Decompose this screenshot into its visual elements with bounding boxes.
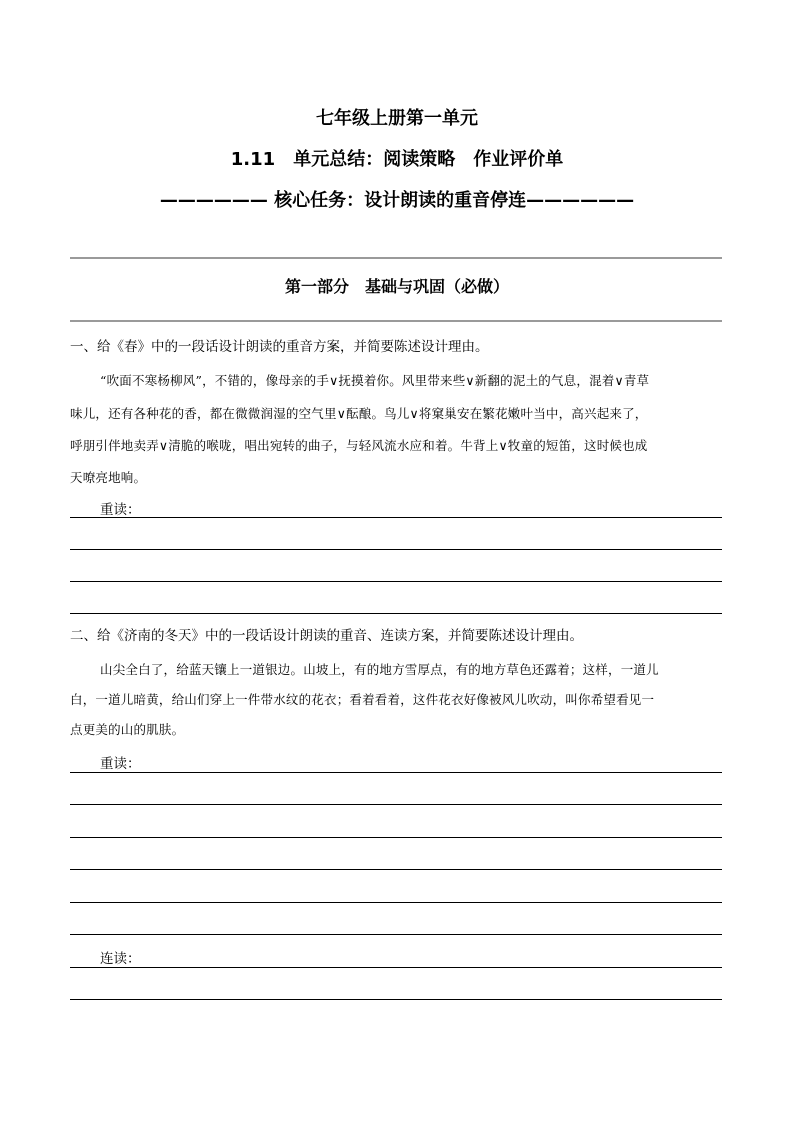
answer-line[interactable] <box>70 772 722 773</box>
stress-label: 重读： <box>100 502 141 518</box>
question-1-prompt: 一、给《春》中的一段话设计朗读的重音方案，并简要陈述设计理由。 <box>70 339 489 355</box>
passage-line: 天嘹亮地响。 <box>70 470 147 485</box>
answer-line[interactable] <box>70 869 722 870</box>
passage-line: 点更美的山的肌肤。 <box>70 722 185 737</box>
passage-line: 山尖全白了，给蓝天镶上一道银边。山坡上，有的地方雪厚点，有的地方草色还露着；这样，一道儿 <box>100 662 659 677</box>
answer-line[interactable] <box>70 837 722 838</box>
answer-line[interactable] <box>70 902 722 903</box>
passage-line: 味儿，还有各种花的香，都在微微润湿的空气里∨酝酿。鸟儿∨将窠巢安在繁花嫩叶当中，高兴起来了， <box>70 406 648 421</box>
answer-line[interactable] <box>70 581 722 582</box>
passage-line: “吹面不寒杨柳风”，不错的，像母亲的手∨抚摸着你。风里带来些∨新翻的泥土的气息，混着∨青草 <box>100 373 650 388</box>
core-task-title: —————— 核心任务：设计朗读的重音停连—————— <box>159 190 635 211</box>
answer-line[interactable] <box>70 804 722 805</box>
answer-line[interactable] <box>70 934 722 935</box>
lesson-title: 1.11 单元总结：阅读策略 作业评价单 <box>230 149 564 170</box>
question-2-prompt: 二、给《济南的冬天》中的一段话设计朗读的重音、连读方案，并简要陈述设计理由。 <box>70 628 583 644</box>
passage-line: 呼朋引伴地卖弄∨清脆的喉咙，唱出宛转的曲子，与轻风流水应和着。牛背上∨牧童的短笛，这时候也成 <box>70 438 648 453</box>
answer-line[interactable] <box>70 967 722 968</box>
link-label: 连读： <box>100 951 141 967</box>
unit-title: 七年级上册第一单元 <box>316 108 478 129</box>
section-divider-bottom <box>70 320 722 322</box>
part1-title: 第一部分 基础与巩固（必做） <box>284 277 509 296</box>
passage-line: 白，一道儿暗黄，给山们穿上一件带水纹的花衣；看着看着，这件花衣好像被风儿吹动，叫你希望看见一 <box>70 692 655 707</box>
section-divider-top <box>70 257 722 259</box>
answer-line[interactable] <box>70 613 722 614</box>
answer-line[interactable] <box>70 549 722 550</box>
answer-line[interactable] <box>70 999 722 1000</box>
answer-line[interactable] <box>70 517 722 518</box>
stress-label: 重读： <box>100 756 141 772</box>
